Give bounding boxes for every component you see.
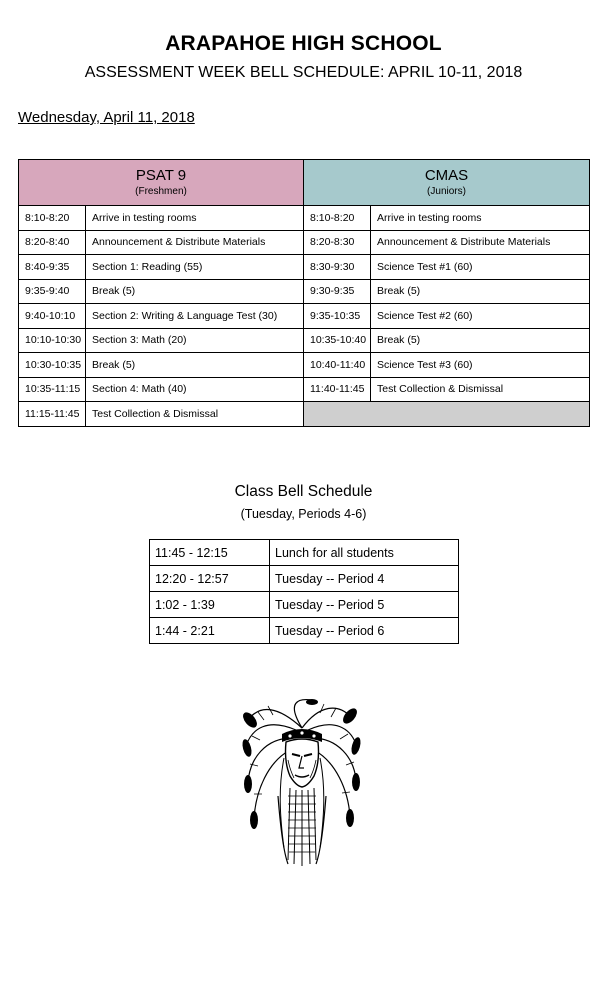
table-row: [19, 402, 590, 427]
bell-time: 1:44 - 2:21: [150, 618, 270, 644]
class-bell-table: [149, 539, 459, 644]
bell-label: Tuesday -- Period 6: [270, 618, 459, 644]
page-title: ARAPAHOE HIGH SCHOOL: [165, 32, 442, 55]
psat-activity: Arrive in testing rooms: [86, 206, 304, 231]
assessment-header-row: [19, 160, 590, 206]
cmas-time: 10:40-11:40: [304, 353, 371, 378]
table-row: [19, 377, 590, 402]
table-row: [150, 618, 459, 644]
class-schedule-subtitle: (Tuesday, Periods 4-6): [240, 507, 367, 521]
cmas-name: CMAS: [424, 167, 469, 184]
psat-time: 9:35-9:40: [19, 279, 86, 304]
psat-time: 8:20-8:40: [19, 230, 86, 255]
table-row: [150, 592, 459, 618]
bell-label: Tuesday -- Period 4: [270, 566, 459, 592]
cmas-group: (Juniors): [427, 186, 466, 197]
bell-time: 11:45 - 12:15: [150, 540, 270, 566]
cmas-activity: Test Collection & Dismissal: [371, 377, 590, 402]
psat-activity: Break (5): [86, 279, 304, 304]
cmas-activity: Science Test #3 (60): [371, 353, 590, 378]
cmas-time: 8:10-8:20: [304, 206, 371, 231]
bell-time: 1:02 - 1:39: [150, 592, 270, 618]
psat-activity: Section 2: Writing & Language Test (30): [86, 304, 304, 329]
table-row: [19, 230, 590, 255]
table-row: [19, 328, 590, 353]
psat-time: 11:15-11:45: [19, 402, 86, 427]
bell-label: Tuesday -- Period 5: [270, 592, 459, 618]
psat-activity: Section 1: Reading (55): [86, 255, 304, 280]
cmas-time: 9:30-9:35: [304, 279, 371, 304]
psat-time: 10:35-11:15: [19, 377, 86, 402]
psat-time: 10:10-10:30: [19, 328, 86, 353]
table-row: [150, 566, 459, 592]
bell-time: 12:20 - 12:57: [150, 566, 270, 592]
schedule-date: Wednesday, April 11, 2018: [18, 109, 195, 126]
psat-name: PSAT 9: [135, 167, 187, 184]
cmas-time: 8:30-9:30: [304, 255, 371, 280]
page-subtitle: ASSESSMENT WEEK BELL SCHEDULE: APRIL 10-11, 2018: [84, 64, 523, 81]
assessment-schedule-table: [18, 159, 590, 427]
psat-time: 10:30-10:35: [19, 353, 86, 378]
table-row: [19, 206, 590, 231]
table-row: [150, 540, 459, 566]
table-row: [19, 353, 590, 378]
cmas-activity: Break (5): [371, 279, 590, 304]
psat-group: (Freshmen): [135, 186, 187, 197]
bell-label: Lunch for all students: [270, 540, 459, 566]
cmas-activity: Announcement & Distribute Materials: [371, 230, 590, 255]
class-schedule-title: Class Bell Schedule: [234, 483, 373, 500]
psat-activity: Announcement & Distribute Materials: [86, 230, 304, 255]
psat-header: [19, 160, 304, 206]
psat-activity: Section 4: Math (40): [86, 377, 304, 402]
psat-activity: Break (5): [86, 353, 304, 378]
table-row: [19, 279, 590, 304]
cmas-time: 11:40-11:45: [304, 377, 371, 402]
psat-activity: Test Collection & Dismissal: [86, 402, 304, 427]
cmas-activity: Science Test #2 (60): [371, 304, 590, 329]
psat-time: 9:40-10:10: [19, 304, 86, 329]
cmas-empty-cell: [304, 402, 590, 427]
table-row: [19, 255, 590, 280]
warrior-headdress-icon: [238, 698, 366, 868]
psat-activity: Section 3: Math (20): [86, 328, 304, 353]
psat-time: 8:10-8:20: [19, 206, 86, 231]
cmas-header: [304, 160, 590, 206]
cmas-activity: Arrive in testing rooms: [371, 206, 590, 231]
cmas-time: 10:35-10:40: [304, 328, 371, 353]
cmas-activity: Break (5): [371, 328, 590, 353]
table-row: [19, 304, 590, 329]
cmas-activity: Science Test #1 (60): [371, 255, 590, 280]
cmas-time: 8:20-8:30: [304, 230, 371, 255]
cmas-time: 9:35-10:35: [304, 304, 371, 329]
psat-time: 8:40-9:35: [19, 255, 86, 280]
